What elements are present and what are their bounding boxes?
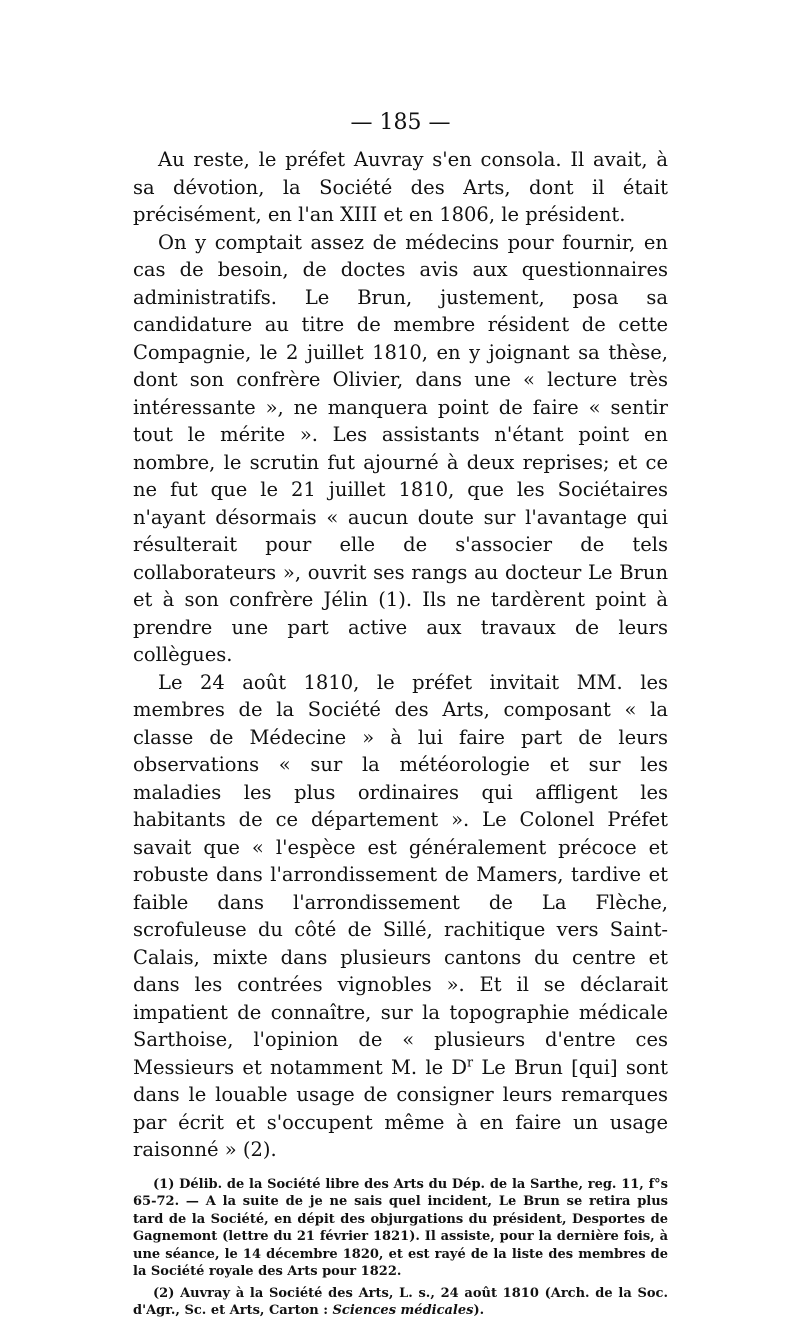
document-page	[133, 110, 668, 1324]
paragraph-2: On y comptait assez de médecins pour fournir, en cas de besoin, de doctes avis aux questionnaires administratifs. Le Brun, justement, posa sa candidature au titre de membre résident de cette Compagnie, le 2 juillet 1810, en y joignant sa thèse, dont son confrère Olivier, dans une « lecture très intéressante », ne manquera point de faire « sentir tout le mérite ». Les assistants n'étant point en nombre, le scrutin fut ajourné à deux reprises; et ce ne fut que le 21 juillet 1810, que les Sociétaires n'ayant désormais « aucun doute sur l'avantage qui résulterait pour elle de s'associer de tels collaborateurs », ouvrit ses rangs au docteur Le Brun et à son confrère Jélin (1). Ils ne tardèrent point à prendre une part active aux travaux de leurs collègues.	[133, 230, 668, 666]
footnotes	[133, 1176, 668, 1320]
doctor-abbrev: D	[451, 1055, 468, 1079]
page-number: — 185 —	[350, 110, 451, 135]
footnote-2-end: ).	[473, 1303, 485, 1318]
footnote-2	[133, 1285, 668, 1320]
doctor-abbrev-sup: r	[467, 1054, 474, 1069]
paragraph-3-text: Le 24 août 1810, le préfet invitait MM. les membres de la Société des Arts, composant « la classe de Médecine » à lui faire part de leurs observations « sur la météorologie et sur les maladies les plus ordinaires qui affligent les habitants de ce département ». Le Colonel Préfet savait que « l'espèce est généralement précoce et robuste dans l'arrondissement de Mamers, tardive et faible dans l'arrondissement de La Flèche, scrofuleuse du côté de Sillé, rachitique vers Saint-Calais, mixte dans plusieurs cantons du centre et dans les contrées vignobles ». Et il se déclarait impatient de connaître, sur la topographie médicale Sarthoise, l'opinion de « plusieurs d'entre ces Messieurs et notamment M. le	[133, 670, 668, 1079]
footnote-1: (1) Délib. de la Société libre des Arts du Dép. de la Sarthe, reg. 11, f°s 65-72. — A la suite de je ne sais quel incident, Le Brun se retira plus tard de la Société, en dépit des objurgations du président, Desportes de Gagnemont (lettre du 21 février 1821). Il assiste, pour la dernière fois, à une séance, le 14 décembre 1820, et est rayé de la liste des membres de la Société royale des Arts pour 1822.	[133, 1176, 668, 1279]
paragraph-3-end: Le Brun [qui] sont dans le louable usage de consigner leurs remarques par écrit et s'occupent même à en faire un usage raisonné » (2).	[133, 1055, 668, 1161]
footnote-2-start: (2) Auvray à la Société des Arts, L. s., 24 août 1810 (Arch. de la Soc. d'Agr., Sc. et Arts, Carton :	[133, 1285, 668, 1318]
paragraph-1: Au reste, le préfet Auvray s'en consola. Il avait, à sa dévotion, la Société des Arts, dont il était précisément, en l'an XIII et en 1806, le président.	[133, 148, 668, 226]
footnote-2-italic: Sciences médicales	[332, 1303, 474, 1318]
body-text	[133, 146, 668, 1164]
paragraph-3	[133, 669, 668, 1164]
